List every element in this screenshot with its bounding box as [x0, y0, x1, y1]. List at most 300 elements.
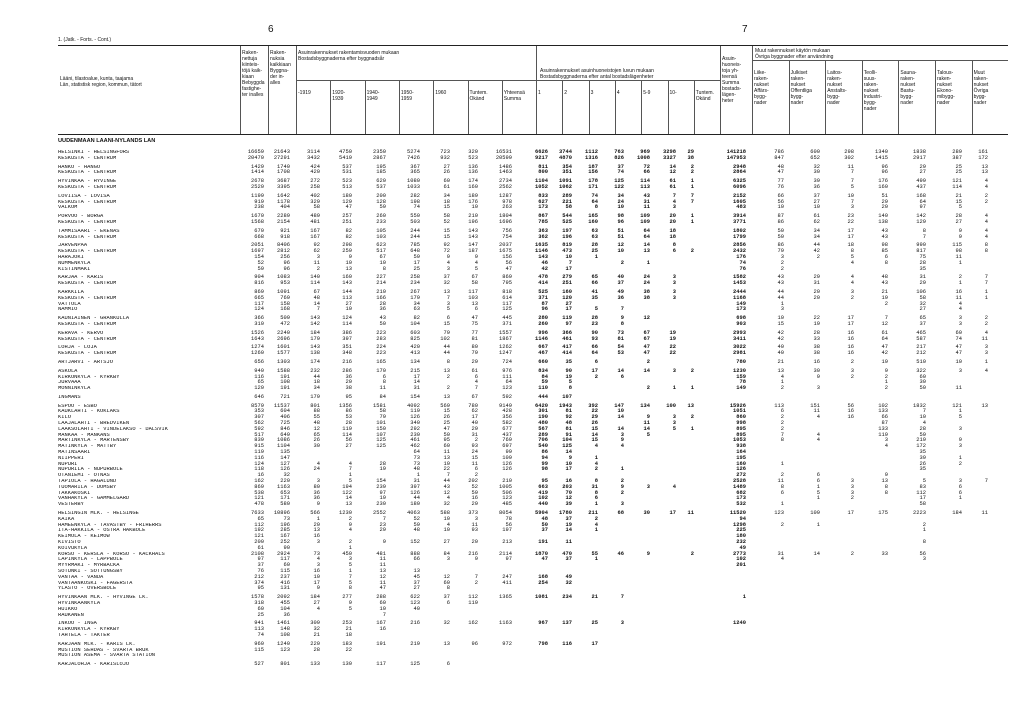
cell: 289: [952, 149, 962, 155]
row-name: ASKOLA: [58, 368, 78, 374]
cell: 160: [588, 218, 598, 225]
cell: 11: [643, 420, 650, 427]
cell: 8: [348, 585, 352, 592]
cell: 60: [283, 562, 290, 569]
cell: 23: [847, 213, 854, 220]
cell: 47: [777, 169, 784, 176]
cell: 698: [736, 315, 746, 322]
cell: 1: [984, 358, 988, 365]
cell: 4092: [407, 402, 420, 409]
cell: 9: [884, 472, 888, 479]
cell: 18: [847, 242, 854, 249]
cell: 2812: [277, 248, 290, 255]
cell: 22: [443, 466, 450, 473]
cell: 833: [538, 192, 548, 199]
cell: 7: [348, 466, 352, 473]
row-name: TAKKAKOSKI: [58, 490, 91, 496]
cell: 8: [884, 259, 888, 266]
cell: 63: [413, 306, 420, 313]
cell: 121: [254, 495, 264, 502]
cell: 3: [958, 315, 962, 322]
row-name: VANTAANKOSKI - FAGERSTA: [58, 580, 133, 586]
header-age-col-2: 1940- 1949: [366, 90, 380, 102]
cell: 4: [594, 460, 598, 467]
cell: 179: [310, 335, 320, 342]
cell: 138: [878, 218, 888, 225]
cell: 2240: [277, 329, 290, 336]
cell: 148: [280, 626, 290, 633]
cell: 60: [379, 599, 386, 606]
cell: 18: [669, 233, 676, 240]
cell: 298: [844, 149, 854, 155]
cell: 2: [850, 294, 854, 301]
row-name: HELSINGIN MLK. - HELSINGE: [58, 511, 139, 517]
cell: 279: [562, 274, 572, 281]
cell: 8: [382, 265, 386, 272]
cell: 10: [565, 460, 572, 467]
cell: 9: [620, 437, 624, 444]
cell: 9: [620, 315, 624, 322]
cell: 7: [922, 408, 926, 415]
cell: 35: [591, 294, 598, 301]
cell: 2552: [373, 510, 386, 517]
cell: 2: [474, 472, 478, 479]
cell: 656: [254, 358, 264, 365]
cell: 77: [777, 178, 784, 185]
cell: 50: [919, 385, 926, 392]
cell: 420: [310, 169, 320, 176]
cell: 13: [313, 527, 320, 534]
cell: 1697: [251, 248, 264, 255]
cell: 283: [376, 335, 386, 342]
cell: 7: [984, 274, 988, 281]
cell: 178: [588, 178, 598, 185]
cell: 124: [342, 315, 352, 322]
cell: 143: [310, 315, 320, 322]
cell: 28: [379, 460, 386, 467]
cell: 1605: [733, 198, 746, 205]
row-name: PORVOO - BORGA: [58, 214, 104, 220]
cell: 3: [672, 294, 676, 301]
cell: 9: [316, 585, 320, 592]
cell: 351: [342, 344, 352, 351]
cell: 116: [562, 640, 572, 647]
cell: 59: [413, 521, 420, 528]
cell: 7: [672, 192, 676, 199]
cell: 96: [283, 265, 290, 272]
cell: 4: [316, 605, 320, 612]
cell: 8: [382, 379, 386, 386]
row-name: NUMMENKYLA: [58, 260, 91, 266]
cell: 2: [884, 300, 888, 307]
cell: 386: [342, 329, 352, 336]
cell: 11: [643, 204, 650, 211]
row-name: VESTERBY: [58, 502, 84, 508]
cell: 5: [474, 265, 478, 272]
cell: 677: [502, 425, 512, 432]
cell: 120: [562, 294, 572, 301]
cell: 119: [468, 599, 478, 606]
row-name: RAUKANEN: [58, 612, 84, 618]
cell: 7: [316, 306, 320, 313]
cell: 371: [538, 294, 548, 301]
cell: 73: [413, 460, 420, 467]
cell: 90: [591, 329, 598, 336]
header-other-col-5: Talous- raken- nukset Ekono- mibygg- nader: [937, 70, 955, 106]
cell: 6: [382, 373, 386, 380]
cell: 2: [850, 495, 854, 502]
cell: 109: [640, 218, 650, 225]
cell: 13: [687, 402, 694, 409]
cell: 61: [257, 544, 264, 551]
cell: 27: [345, 300, 352, 307]
cell: 267: [410, 288, 420, 295]
cell: 38: [687, 154, 694, 161]
cell: 239: [376, 483, 386, 490]
cell: 29: [379, 527, 386, 534]
cell: 13: [413, 568, 420, 574]
cell: 30: [313, 443, 320, 450]
cell: 230: [376, 501, 386, 508]
cell: 1414: [251, 169, 264, 176]
cell: 210: [468, 213, 478, 220]
cell: 3: [620, 501, 624, 508]
cell: 523: [342, 178, 352, 185]
cell: 13: [443, 454, 450, 461]
cell: 1: [884, 379, 888, 386]
cell: 126: [502, 466, 512, 473]
cell: 800: [538, 169, 548, 176]
cell: 259: [342, 248, 352, 255]
cell: 614: [502, 294, 512, 301]
cell: 8: [568, 385, 572, 392]
cell: 17: [313, 579, 320, 586]
row-name: HANKO - HANGO: [58, 164, 101, 170]
cell: 30: [813, 367, 820, 374]
cell: 888: [410, 550, 420, 557]
cell: 1577: [277, 350, 290, 357]
cell: 11537: [273, 402, 290, 409]
cell: 44: [777, 288, 784, 295]
cell: 11: [471, 460, 478, 467]
cell: 96: [881, 163, 888, 170]
cell: 173: [538, 204, 548, 211]
cell: 58: [565, 204, 572, 211]
cell: 44: [443, 350, 450, 357]
cell: 660: [538, 358, 548, 365]
cell: 24: [471, 449, 478, 456]
cell: 9: [316, 501, 320, 508]
cell: 110: [538, 385, 548, 392]
cell: 769: [280, 294, 290, 301]
cell: 247: [502, 573, 512, 580]
cell: 8: [884, 489, 888, 496]
cell: 2051: [251, 242, 264, 249]
cell: 16531: [495, 149, 512, 155]
cell: 40: [617, 274, 624, 281]
cell: 168: [916, 192, 926, 199]
cell: 44: [777, 294, 784, 301]
cell: 42: [541, 265, 548, 272]
cell: 11: [379, 562, 386, 569]
cell: 63: [591, 227, 598, 234]
cell: 65: [257, 515, 264, 522]
cell: 111: [502, 373, 512, 380]
cell: 25: [257, 611, 264, 618]
cell: 2037: [499, 242, 512, 249]
cell: 499: [916, 178, 926, 185]
row-name: KEIMOLA - KEIMOW: [58, 534, 110, 540]
cell: 3: [850, 288, 854, 295]
cell: 648: [410, 248, 420, 255]
cell: 251: [562, 280, 572, 287]
cell: 97: [379, 489, 386, 496]
cell: 14: [565, 449, 572, 456]
cell: 444: [538, 393, 548, 400]
cell: 8: [780, 437, 784, 444]
cell: 47: [881, 344, 888, 351]
cell: 3: [672, 420, 676, 427]
cell: 167: [280, 533, 290, 540]
cell: 50: [541, 521, 548, 528]
cell: 9149: [499, 402, 512, 409]
cell: 869: [502, 274, 512, 281]
cell: 11: [443, 449, 450, 456]
cell: 31: [591, 483, 598, 490]
cell: 1453: [733, 280, 746, 287]
header-other-col-2: Laitos- raken- nukset Anstalts- bygg- nader: [827, 70, 847, 106]
cell: 29: [471, 358, 478, 365]
cell: 120: [254, 385, 264, 392]
cell: 620: [376, 178, 386, 185]
cell: 19: [669, 335, 676, 342]
cell: 37: [617, 163, 624, 170]
cell: 8579: [251, 402, 264, 409]
cell: 172: [978, 154, 988, 161]
cell: 64: [643, 233, 650, 240]
cell: 670: [254, 227, 264, 234]
cell: 817: [916, 248, 926, 255]
cell: 50: [379, 320, 386, 327]
cell: 1051: [733, 408, 746, 415]
cell: 2678: [251, 178, 264, 185]
cell: 3: [348, 556, 352, 563]
cell: 149: [736, 385, 746, 392]
cell: 9: [958, 227, 962, 234]
cell: 2: [780, 420, 784, 427]
cell: 537: [342, 163, 352, 170]
cell: 254: [538, 579, 548, 586]
cell: 5904: [535, 510, 548, 517]
cell: 544: [562, 213, 572, 220]
cell: 257: [342, 213, 352, 220]
cell: 834: [538, 367, 548, 374]
cell: 6: [474, 373, 478, 380]
cell: 68: [617, 510, 624, 517]
cell: 8054: [499, 510, 512, 517]
cell: 34: [313, 385, 320, 392]
cell: 3: [316, 539, 320, 546]
cell: 10: [813, 204, 820, 211]
cell: 3: [672, 274, 676, 281]
cell: 21: [313, 631, 320, 638]
cell: 115: [952, 242, 962, 249]
cell: 1260: [251, 350, 264, 357]
cell: 340: [410, 420, 420, 427]
cell: 2: [690, 550, 694, 557]
cell: 473: [562, 248, 572, 255]
cell: 234: [410, 280, 420, 287]
cell: 116: [254, 454, 264, 461]
cell: 652: [810, 154, 820, 161]
cell: 1199: [251, 192, 264, 199]
cell: 142: [310, 320, 320, 327]
header-other-title: Muut rakennukset käytön mukaan Övriga byggnader efter användning: [755, 48, 834, 60]
table-row: [58, 633, 1008, 639]
row-name: VALKOM: [58, 205, 78, 211]
cell: 9: [958, 437, 962, 444]
cell: 32: [565, 579, 572, 586]
cell: 121: [254, 533, 264, 540]
cell: 4063: [407, 510, 420, 517]
row-name: KAUKLAHTI - KÖKLAKS: [58, 409, 120, 415]
cell: 404: [280, 204, 290, 211]
cell: 7: [568, 259, 572, 266]
cell: 123: [502, 385, 512, 392]
cell: 79: [443, 329, 450, 336]
cell: 1083: [277, 274, 290, 281]
cell: 329: [310, 198, 320, 205]
cell: 2092: [277, 594, 290, 601]
cell: 6325: [733, 178, 746, 185]
cell: 2696: [277, 335, 290, 342]
row-name: MONNINKYLA: [58, 386, 91, 392]
cell: 191: [376, 640, 386, 647]
cell: 6: [780, 408, 784, 415]
cell: 144: [342, 288, 352, 295]
cell: 13: [981, 402, 988, 409]
cell: 20: [881, 204, 888, 211]
cell: 158: [280, 300, 290, 307]
cell: 1643: [251, 335, 264, 342]
cell: 37: [565, 515, 572, 522]
cell: 126: [410, 489, 420, 496]
cell: 108: [280, 379, 290, 386]
cell: 2: [446, 385, 450, 392]
cell: 14: [413, 379, 420, 386]
row-name: NAMMIO: [58, 307, 78, 313]
cell: 1: [958, 259, 962, 266]
cell: 42: [777, 335, 784, 342]
cell: 26: [443, 169, 450, 176]
cell: 87: [777, 213, 784, 220]
cell: 12: [379, 573, 386, 580]
cell: 1: [958, 495, 962, 502]
cell: 66: [413, 556, 420, 563]
cell: 1: [594, 527, 598, 534]
row-name: LAAKSOLAHTI - VINDELAKSO - DALSVIK: [58, 426, 168, 432]
cell: 131: [280, 585, 290, 592]
cell: 174: [468, 178, 478, 185]
cell: 1696: [499, 218, 512, 225]
cell: 506: [502, 489, 512, 496]
cell: 756: [502, 227, 512, 234]
cell: 1461: [277, 620, 290, 627]
cell: 27: [443, 163, 450, 170]
cell: 1247: [499, 350, 512, 357]
cell: 1526: [251, 329, 264, 336]
cell: 7426: [407, 154, 420, 161]
cell: 11: [379, 579, 386, 586]
cell: 95: [257, 585, 264, 592]
cell: 136: [468, 163, 478, 170]
cell: 3: [984, 350, 988, 357]
cell: 3: [672, 288, 676, 295]
cell: 48: [565, 420, 572, 427]
cell: 119: [878, 431, 888, 438]
cell: 1943: [559, 402, 572, 409]
cell: 413: [410, 350, 420, 357]
cell: 168: [280, 306, 290, 313]
row-name: NIIPPERI: [58, 455, 84, 461]
cell: 47: [443, 425, 450, 432]
cell: 258: [410, 274, 420, 281]
cell: 53: [617, 350, 624, 357]
cell: 11: [981, 335, 988, 342]
cell: 63: [591, 233, 598, 240]
cell: 19: [881, 358, 888, 365]
cell: 6: [446, 315, 450, 322]
cell: 37: [565, 556, 572, 563]
cell: 83: [919, 483, 926, 490]
cell: 938: [736, 443, 746, 450]
cell: 175: [878, 510, 888, 517]
header-flats-col-2: 3: [590, 90, 594, 96]
cell: 31: [413, 385, 420, 392]
row-name: NUPURI: [58, 461, 78, 467]
cell: 1708: [277, 169, 290, 176]
cell: 10: [313, 573, 320, 580]
cell: 22: [591, 408, 598, 415]
cell: 8: [594, 489, 598, 496]
cell: 16: [565, 478, 572, 485]
cell: 129: [342, 198, 352, 205]
cell: 47: [955, 344, 962, 351]
cell: 8: [594, 204, 598, 211]
cell: 22: [813, 315, 820, 322]
cell: 160: [342, 274, 352, 281]
cell: 27: [413, 585, 420, 592]
cell: 1091: [559, 178, 572, 185]
cell: 3: [922, 556, 926, 563]
cell: 11: [379, 385, 386, 392]
cell: 990: [916, 242, 926, 249]
cell: 251: [342, 218, 352, 225]
cell: 4: [594, 443, 598, 450]
cell: 801: [280, 661, 290, 668]
cell: 88: [313, 408, 320, 415]
cell: 280: [538, 315, 548, 322]
cell: 119: [342, 425, 352, 432]
cell: 48: [413, 466, 420, 473]
cell: 2: [474, 437, 478, 444]
cell: 138: [310, 350, 320, 357]
cell: 1298: [733, 521, 746, 528]
cell: 166: [376, 294, 386, 301]
cell: 43: [777, 274, 784, 281]
row-name: KILO: [58, 415, 71, 421]
cell: 462: [410, 443, 420, 450]
